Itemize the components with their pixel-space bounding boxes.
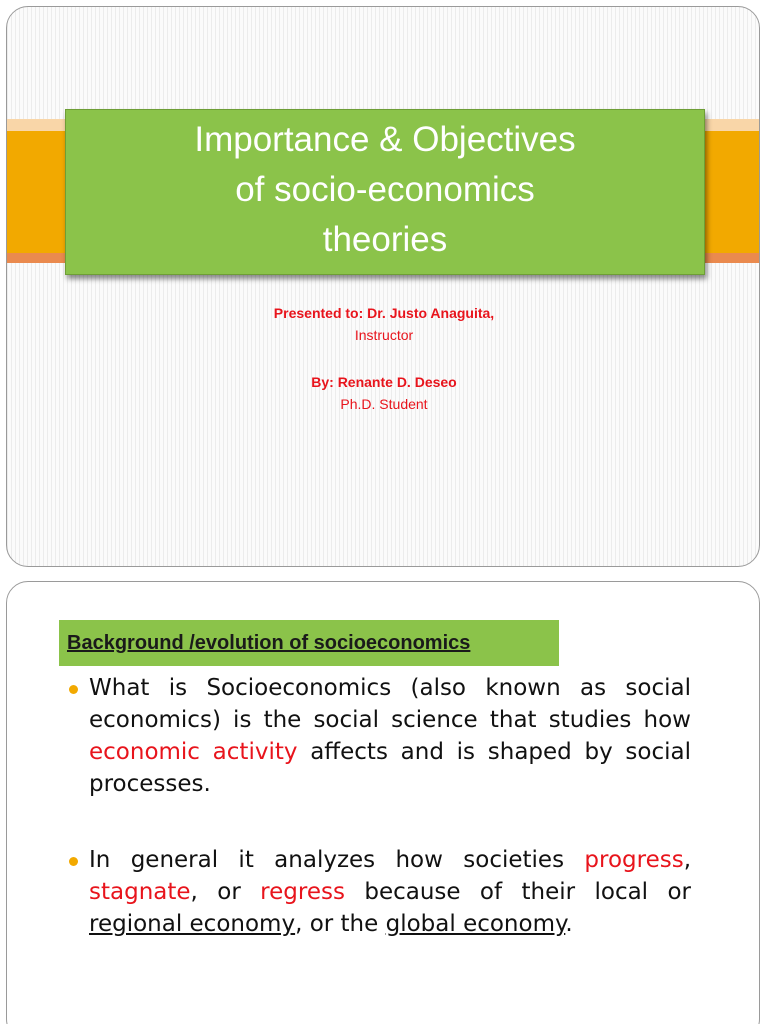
- highlight-progress: progress: [584, 847, 684, 873]
- highlight-stagnate: stagnate: [89, 879, 191, 905]
- bullet-text-segment: because of their local or: [344, 879, 691, 905]
- bullet-text-segment: ,: [683, 847, 691, 873]
- bullet-dot-icon: [69, 857, 78, 866]
- bullet-item: [69, 672, 691, 800]
- title-box: [65, 109, 705, 275]
- bullet-text-segment: In general it analyzes how societies: [89, 847, 585, 873]
- bullet-dot-icon: [69, 685, 78, 694]
- bullet-text-segment: affects and is shaped by social processes.: [89, 739, 691, 797]
- presented-to: Presented to: Dr. Justo Anaguita,: [273, 305, 495, 321]
- content-slide: [6, 581, 760, 1024]
- highlight-economic-activity: economic activity: [89, 739, 298, 765]
- presenter-role: Ph.D. Student: [340, 396, 428, 412]
- presented-to-role: Instructor: [354, 327, 414, 343]
- bullet-text: [89, 844, 691, 940]
- bullet-item: [69, 844, 691, 940]
- highlight-regress: regress: [260, 879, 345, 905]
- slide-title-line: Importance & Objectives: [194, 120, 576, 159]
- bullet-text-segment: What is Socioeconomics (also known as social economics) is the social science that studies how: [89, 675, 691, 733]
- bullet-text-segment: , or the: [295, 911, 386, 937]
- bullet-text: [89, 672, 691, 800]
- underlined-regional-economy: regional economy: [89, 911, 296, 937]
- title-slide: [6, 6, 760, 567]
- bullet-text-segment: .: [565, 911, 573, 937]
- bullet-text-segment: , or: [190, 879, 261, 905]
- slide-title-line: of socio-economics: [235, 170, 535, 209]
- slide-title-line: theories: [322, 220, 448, 259]
- section-heading: Background /evolution of socioeconomics: [59, 620, 559, 666]
- underlined-global-economy: global economy: [385, 911, 566, 937]
- presenter-name: By: Renante D. Deseo: [311, 374, 457, 390]
